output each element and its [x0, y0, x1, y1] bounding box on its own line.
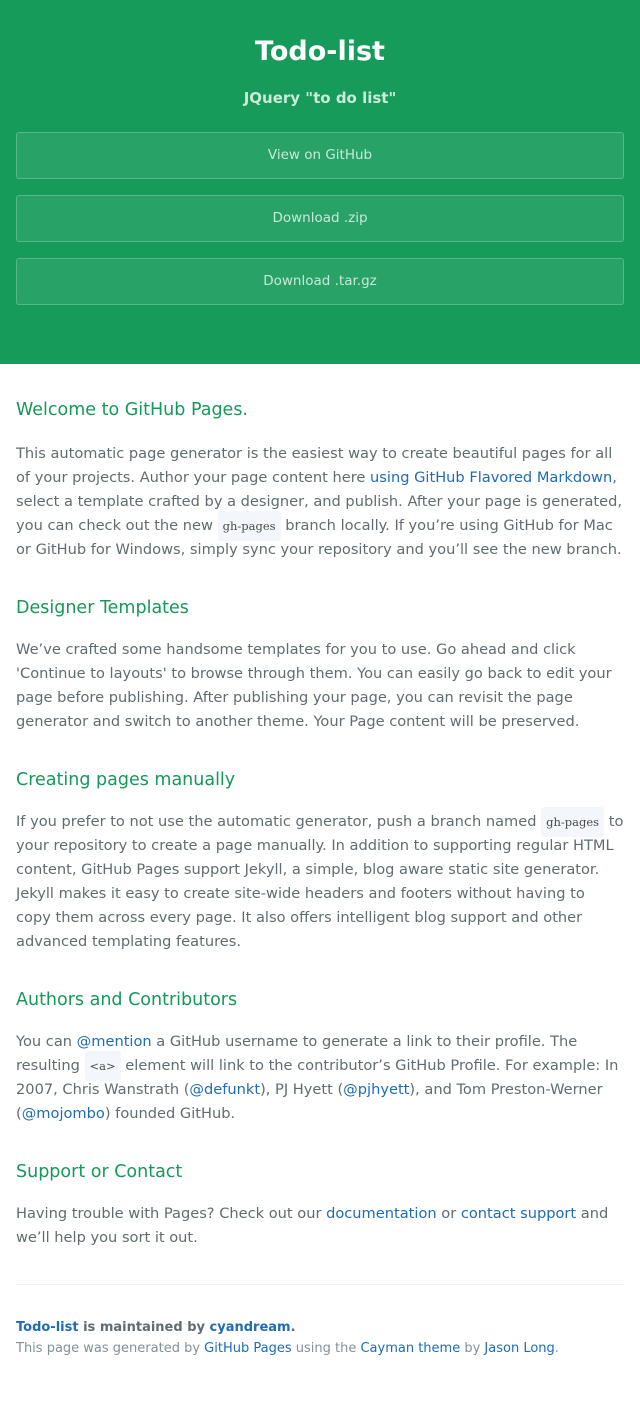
defunkt-link[interactable]: @defunkt: [189, 1081, 261, 1098]
paragraph-welcome: [16, 442, 624, 562]
contact-support-link[interactable]: contact support: [460, 1205, 577, 1222]
paragraph-designer-templates: We’ve crafted some handsome templates for you to use. Go ahead and click 'Continue to layouts' to browse through them. You can easily go back to edit your page before publishing. After publishing your page, you can revisit the page generator and switch to another theme. Your Page content will be preserved.: [16, 641, 612, 730]
text: Having trouble with Pages? Check out our: [16, 1205, 327, 1222]
project-link[interactable]: Todo-list: [16, 1320, 79, 1335]
code-gh-pages: gh-pages: [218, 511, 281, 541]
documentation-link[interactable]: documentation: [326, 1205, 437, 1222]
page-header: [0, 0, 640, 364]
text: , select a template crafted by a designer, and publish. After your page is generated, you can check out the new: [16, 469, 622, 534]
heading-welcome: Welcome to GitHub Pages.: [16, 400, 248, 420]
text: and we’ll help you sort it out.: [16, 1205, 609, 1246]
text: This automatic page generator is the easiest way to create beautiful pages for all of your projects. Author your page content here: [16, 445, 613, 486]
github-pages-link[interactable]: GitHub Pages: [204, 1341, 292, 1356]
text: or: [436, 1205, 461, 1222]
text: by: [460, 1341, 485, 1356]
text: element will link to the contributor’s GitHub Profile. For example: In 2007, Chris Wanstrath (: [16, 1057, 619, 1098]
heading-creating-pages: Creating pages manually: [16, 770, 236, 790]
text: ), PJ Hyett (: [260, 1081, 344, 1098]
heading-designer-templates: Designer Templates: [16, 598, 189, 618]
text: .: [554, 1341, 559, 1356]
heading-authors: Authors and Contributors: [16, 990, 238, 1010]
text: ) founded GitHub.: [104, 1105, 236, 1122]
site-footer: [16, 1284, 624, 1359]
code-gh-pages: gh-pages: [541, 807, 604, 837]
pjhyett-link[interactable]: @pjhyett: [343, 1081, 410, 1098]
cayman-theme-link[interactable]: Cayman theme: [360, 1341, 461, 1356]
text: is maintained by: [78, 1320, 210, 1335]
text: using the: [291, 1341, 361, 1356]
text: If you prefer to not use the automatic generator, push a branch named: [16, 813, 542, 830]
jason-long-link[interactable]: Jason Long: [484, 1341, 555, 1356]
owner-link[interactable]: cyandream: [209, 1320, 291, 1335]
mention-link[interactable]: @mention: [76, 1033, 152, 1050]
text: to your repository to create a page manually. In addition to supporting regular HTML content, GitHub Pages support Jekyll, a simple, blog aware static site generator. Jekyll makes it easy to create site-wide headers and footers without having to copy them across every page. It also offers intelligent blog support and other advanced templating features.: [16, 813, 624, 950]
download-targz-button[interactable]: Download .tar.gz: [16, 258, 624, 305]
code-anchor: <a>: [85, 1051, 121, 1081]
project-tagline: JQuery "to do list": [243, 89, 397, 107]
footer-credits: [16, 1339, 624, 1359]
download-zip-button[interactable]: Download .zip: [16, 195, 624, 242]
mojombo-link[interactable]: @mojombo: [21, 1105, 105, 1122]
footer-owner: [16, 1318, 624, 1338]
text: a GitHub username to generate a link to their profile. The resulting: [16, 1033, 578, 1074]
paragraph-authors: [16, 1030, 624, 1126]
text: .: [290, 1320, 296, 1335]
text: ), and Tom Preston-Werner (: [16, 1081, 603, 1122]
heading-support: Support or Contact: [16, 1162, 183, 1182]
main-content: [0, 364, 640, 1250]
project-title: Todo-list: [255, 36, 385, 67]
paragraph-creating-pages: [16, 810, 624, 954]
text: You can: [16, 1033, 77, 1050]
text: branch locally. If you’re using GitHub for Mac or GitHub for Windows, simply sync your repository and you’ll see the new branch.: [16, 517, 622, 558]
view-on-github-button[interactable]: View on GitHub: [16, 132, 624, 179]
text: This page was generated by: [16, 1341, 205, 1356]
markdown-link[interactable]: using GitHub Flavored Markdown: [370, 469, 613, 486]
paragraph-support: [16, 1202, 624, 1250]
